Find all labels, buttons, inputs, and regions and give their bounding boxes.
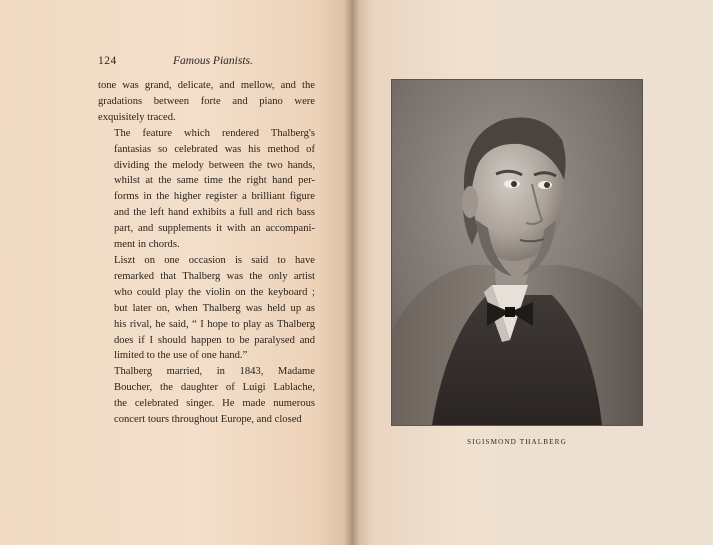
text-line: Boucher, the daughter of Luigi Lablache, [114, 382, 315, 394]
text-line: concert tours throughout Europe, and closed [114, 414, 302, 426]
text-line: Thalberg married, in 1843, Madame [114, 366, 315, 378]
text-line: forms in the higher register a brilliant figure [114, 191, 315, 203]
page-number: 124 [98, 55, 117, 67]
text-line: gradations between forte and piano were [98, 95, 315, 107]
text-line: part, and supplements it with an accompani- [114, 223, 315, 235]
text-line: whilst at the same time the right hand per- [114, 175, 315, 187]
text-line: remarked that Thalberg was the only artist [114, 270, 315, 282]
text-line: exquisitely traced. [98, 111, 176, 123]
text-line: fantasias so celebrated was his method of [114, 143, 315, 155]
text-line: but later on, when Thalberg was held up as [114, 302, 315, 314]
running-head: Famous Pianists. [173, 55, 253, 67]
text-line: dividing the melody between the two hands, [114, 159, 315, 171]
text-line: Liszt on one occasion is said to have [114, 254, 315, 266]
text-line: The feature which rendered Thalberg's [114, 127, 315, 139]
paragraph [98, 78, 315, 126]
plate-caption: SIGISMOND THALBERG [467, 438, 567, 446]
paragraph [98, 126, 315, 253]
left-page [0, 0, 352, 545]
text-line: the celebrated singer. He made numerous [114, 398, 315, 410]
text-line: ment in chords. [114, 239, 180, 251]
text-line: tone was grand, delicate, and mellow, and the [98, 80, 315, 91]
portrait-engraving [392, 80, 642, 425]
book-gutter [344, 0, 360, 545]
text-line: who could play the violin on the keyboard ; [114, 286, 315, 298]
paragraph [98, 364, 315, 428]
text-line: does if I should happen to be paralysed and [114, 334, 315, 346]
paragraph [98, 253, 315, 364]
body-text [98, 78, 315, 428]
portrait-plate [391, 79, 643, 426]
text-line: and the left hand exhibits a full and rich bass [114, 207, 315, 219]
text-line: his rival, he said, “ I hope to play as Thalberg [114, 318, 315, 330]
page-header [98, 55, 316, 71]
text-line: limited to the use of one hand.” [114, 350, 248, 362]
